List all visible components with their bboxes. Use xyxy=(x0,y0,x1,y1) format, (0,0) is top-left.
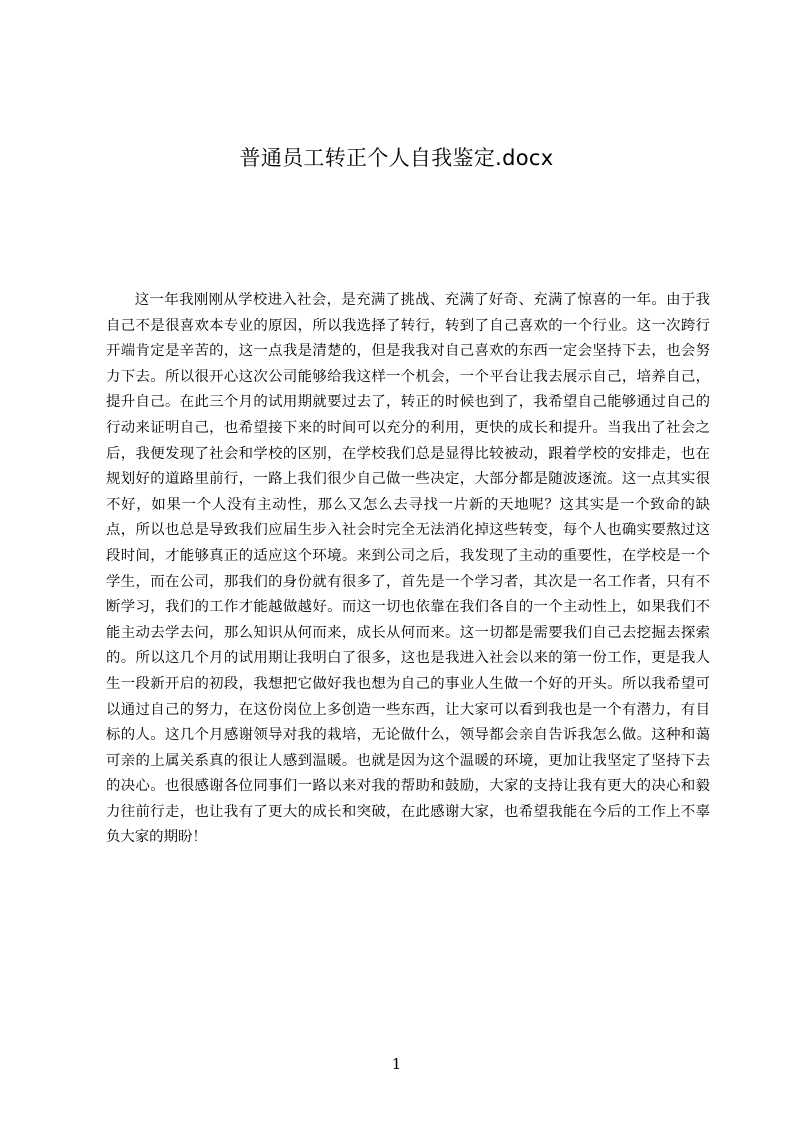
document-title: 普通员工转正个人自我鉴定.docx xyxy=(239,146,554,170)
document-body-paragraph: 这一年我刚刚从学校进入社会，是充满了挑战、充满了好奇、充满了惊喜的一年。由于我自己不是很喜欢本专业的原因，所以我选择了转行，转到了自己喜欢的一个行业。这一次跨行开端肯定是辛苦的，这一点我是清楚的，但是我我对自己喜欢的东西一定会坚持下去，也会努力下去。所以很开心这次公司能够给我这样一个机会，一个平台让我去展示自己，培养自己，提升自己。在此三个月的试用期就要过去了，转正的时候也到了，我希望自己能够通过自己的行动来证明自己，也希望接下来的时间可以充分的利用，更快的成长和提升。当我出了社会之后，我便发现了社会和学校的区别，在学校我们总是显得比较被动，跟着学校的安排走，也在规划好的道路里前行，一路上我们很少自己做一些决定，大部分都是随波逐流。这一点其实很不好，如果一个人没有主动性，那么又怎么去寻找一片新的天地呢？这其实是一个致命的缺点，所以也总是导致我们应届生步入社会时完全无法消化掉这些转变，每个人也确实要熬过这段时间，才能够真正的适应这个环境。来到公司之后，我发现了主动的重要性，在学校是一个学生，而在公司，那我们的身份就有很多了，首先是一个学习者，其次是一名工作者，只有不断学习，我们的工作才能越做越好。而这一切也依靠在我们各自的一个主动性上，如果我们不能主动去学去问，那么知识从何而来，成长从何而来。这一切都是需要我们自己去挖掘去探索的。所以这几个月的试用期让我明白了很多，这也是我进入社会以来的第一份工作，更是我人生一段新开启的初段，我想把它做好我也想为自己的事业人生做一个好的开头。所以我希望可以通过自己的努力，在这份岗位上多创造一些东西，让大家可以看到我也是一个有潜力，有目标的人。这几个月感谢领导对我的栽培，无论做什么，领导都会亲自告诉我怎么做。这种和蔼可亲的上属关系真的很让人感到温暖。也就是因为这个温暖的环境，更加让我坚定了坚持下去的决心。也很感谢各位同事们一路以来对我的帮助和鼓励，大家的支持让我有更大的决心和毅力往前行走，也让我有了更大的成长和突破，在此感谢大家，也希望我能在今后的工作上不辜负大家的期盼！ xyxy=(106,292,710,846)
page-number: 1 xyxy=(391,1055,402,1073)
